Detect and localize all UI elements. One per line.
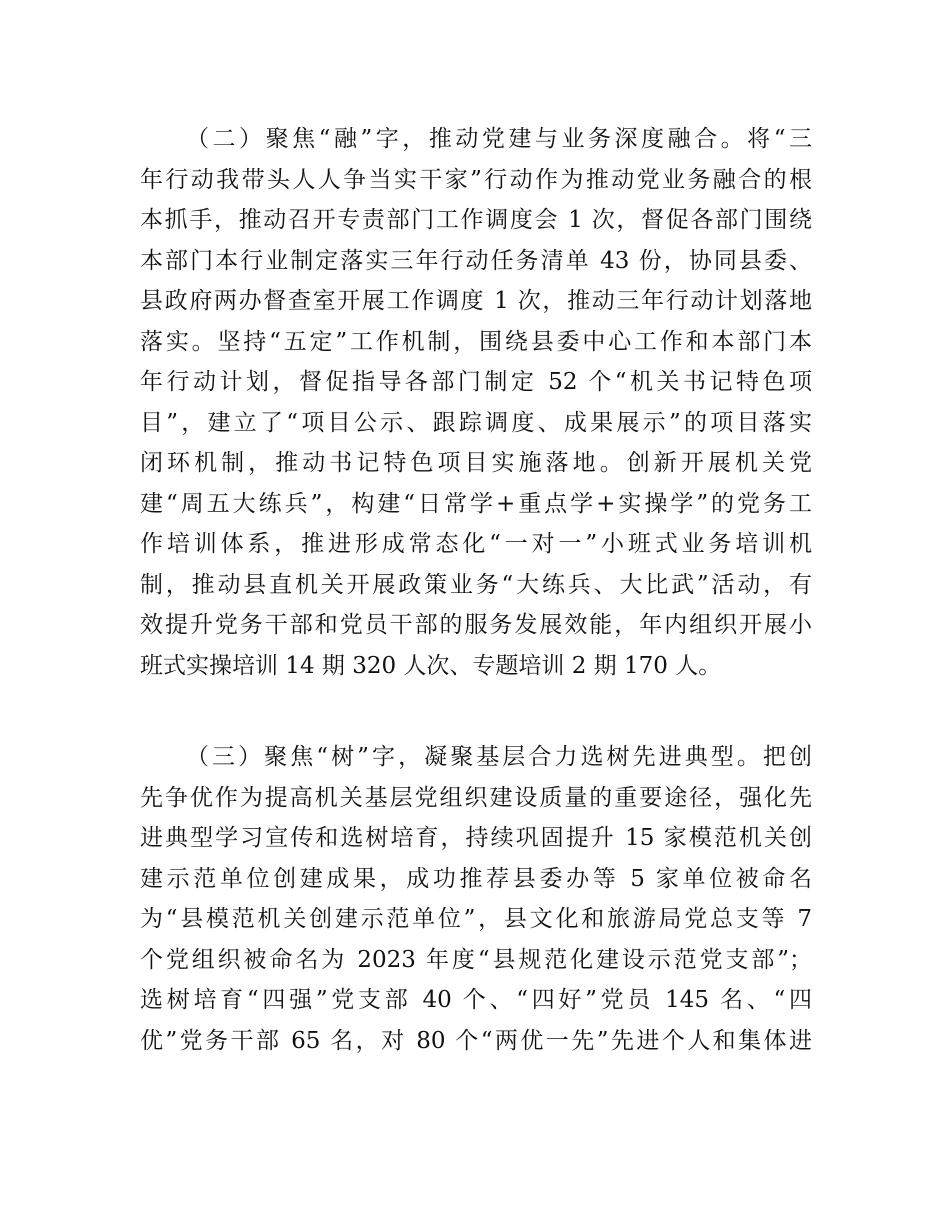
text-line: 目”，建立了“项目公示、跟踪调度、成果展示”的项目落实	[140, 409, 812, 436]
text-line: 作培训体系，推进形成常态化“一对一”小班式业务培训机	[140, 531, 812, 557]
text-line: （二）聚焦“融”字，推动党建与业务深度融合。将“三	[186, 126, 812, 152]
text-line: 为“县模范机关创建示范单位”，县文化和旅游局党总支等 7	[140, 906, 812, 932]
text-line: 班式实操培训 14 期 320 人次、专题培训 2 期 170 人。	[140, 652, 722, 679]
text-line: 县政府两办督查室开展工作调度 1 次，推动三年行动计划落地	[140, 288, 812, 314]
text-line: 制，推动县直机关开展政策业务“大练兵、大比武”活动，有	[140, 571, 812, 598]
text-line: 年行动计划，督促指导各部门制定 52 个“机关书记特色项	[140, 369, 812, 395]
paragraph-section-two	[140, 119, 812, 686]
text-line: 年行动我带头人人争当实干家”行动作为推动党业务融合的根	[140, 166, 812, 193]
text-line: 选树培育“四强”党支部 40 个、“四好”党员 145 名、“四	[140, 987, 812, 1013]
text-line: 进典型学习宣传和选树培育，持续巩固提升 15 家模范机关创	[140, 825, 812, 851]
paragraph-section-three	[140, 737, 812, 1061]
text-line: 效提升党务干部和党员干部的服务发展效能，年内组织开展小	[140, 612, 812, 638]
text-line: 个党组织被命名为 2023 年度“县规范化建设示范党支部”；	[140, 946, 812, 973]
text-line: 建“周五大练兵”，构建“日常学+重点学+实操学”的党务工	[140, 490, 812, 517]
text-line: 闭环机制，推动书记特色项目实施落地。创新开展机关党	[140, 450, 812, 476]
text-line: 先争优作为提高机关基层党组织建设质量的重要途径，强化先	[140, 784, 812, 811]
text-line: 本抓手，推动召开专责部门工作调度会 1 次，督促各部门围绕	[140, 207, 812, 233]
text-line: 建示范单位创建成果，成功推荐县委办等 5 家单位被命名	[140, 865, 812, 892]
text-line: 落实。坚持“五定”工作机制，围绕县委中心工作和本部门本	[140, 328, 812, 355]
text-line: （三）聚焦“树”字，凝聚基层合力选树先进典型。把创	[186, 744, 812, 770]
text-line: 本部门本行业制定落实三年行动任务清单 43 份，协同县委、	[140, 247, 812, 274]
text-line: 优”党务干部 65 名，对 80 个“两优一先”先进个人和集体进	[140, 1027, 812, 1054]
